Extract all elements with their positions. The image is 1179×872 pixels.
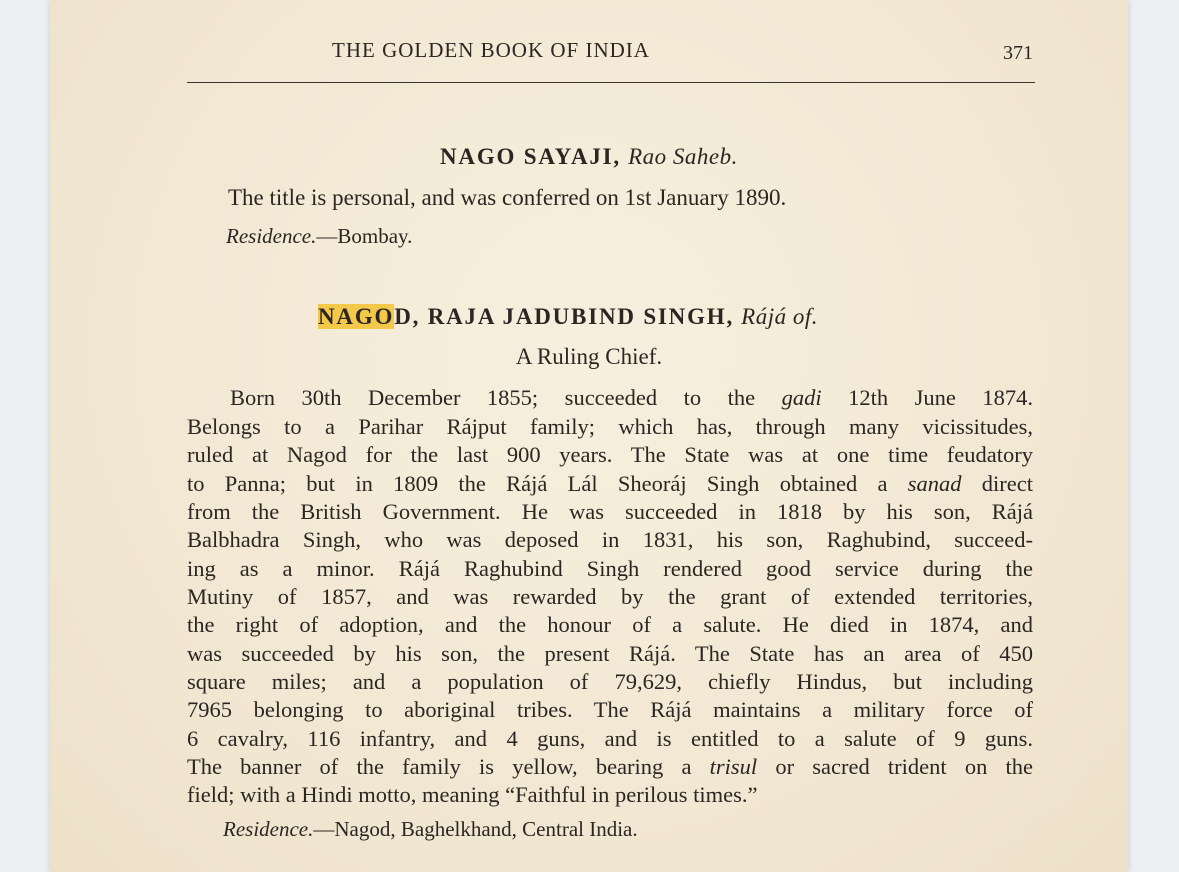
residence-label: Residence.	[223, 817, 314, 841]
entry-text-line: 6 cavalry, 116 infantry, and 4 guns, and is entitled to a salute of 9 guns.	[187, 726, 1033, 751]
residence-value: —Bombay.	[316, 224, 413, 248]
entry-text-line: square miles; and a population of 79,629, chiefly Hindus, but including	[187, 669, 1033, 694]
search-highlight: NAGO	[318, 304, 395, 329]
entry-text-line: ruled at Nagod for the last 900 years. The State was at one time feudatory	[187, 442, 1033, 467]
book-page	[50, 0, 1128, 872]
residence-line	[223, 815, 1069, 843]
entry-heading-nago-sayaji	[440, 144, 738, 170]
entry-text-line: from the British Government. He was succeeded in 1818 by his son, Rájá	[187, 499, 1033, 524]
residence-label: Residence.	[226, 224, 317, 248]
entry-title: Rájá of.	[741, 304, 818, 329]
entry-text-line: field; with a Hindi motto, meaning “Faithful in perilous times.”	[187, 782, 758, 807]
entry-text-line: 7965 belonging to aboriginal tribes. The Rájá maintains a military force of	[187, 697, 1033, 722]
entry-text-line: Balbhadra Singh, who was deposed in 1831, his son, Raghubind, succeed-	[187, 527, 1033, 552]
entry-heading-nagod	[318, 304, 818, 330]
entry-text-line: The banner of the family is yellow, bearing a trisul or sacred trident on the	[187, 754, 1033, 779]
entry-name: D, RAJA JADUBIND SINGH,	[394, 304, 734, 329]
entry-name: NAGO SAYAJI,	[440, 144, 621, 169]
book-title: THE GOLDEN BOOK OF INDIA	[332, 38, 650, 62]
entry-text-line: Born 30th December 1855; succeeded to the gadi 12th June 1874.	[230, 385, 1033, 410]
residence-value: —Nagod, Baghelkhand, Central India.	[313, 817, 638, 841]
entry-text-line: ing as a minor. Rájá Raghubind Singh rendered good service during the	[187, 556, 1033, 581]
entry-text-line: The title is personal, and was conferred on 1st January 1890.	[228, 185, 787, 210]
entry-subheading: A Ruling Chief.	[515, 344, 663, 369]
header-rule	[187, 82, 1035, 83]
residence-line	[226, 222, 1072, 250]
entry-title: Rao Saheb.	[628, 144, 738, 169]
entry-text-line: Mutiny of 1857, and was rewarded by the grant of extended territories,	[187, 584, 1033, 609]
page-number: 371	[1003, 42, 1033, 64]
entry-text-line: the right of adoption, and the honour of a salute. He died in 1874, and	[187, 612, 1033, 637]
entry-text-line: Belongs to a Parihar Rájput family; which has, through many vicissitudes,	[187, 414, 1033, 439]
entry-text-line: to Panna; but in 1809 the Rájá Lál Sheoráj Singh obtained a sanad direct	[187, 471, 1033, 496]
entry-text-line: was succeeded by his son, the present Rájá. The State has an area of 450	[187, 641, 1033, 666]
